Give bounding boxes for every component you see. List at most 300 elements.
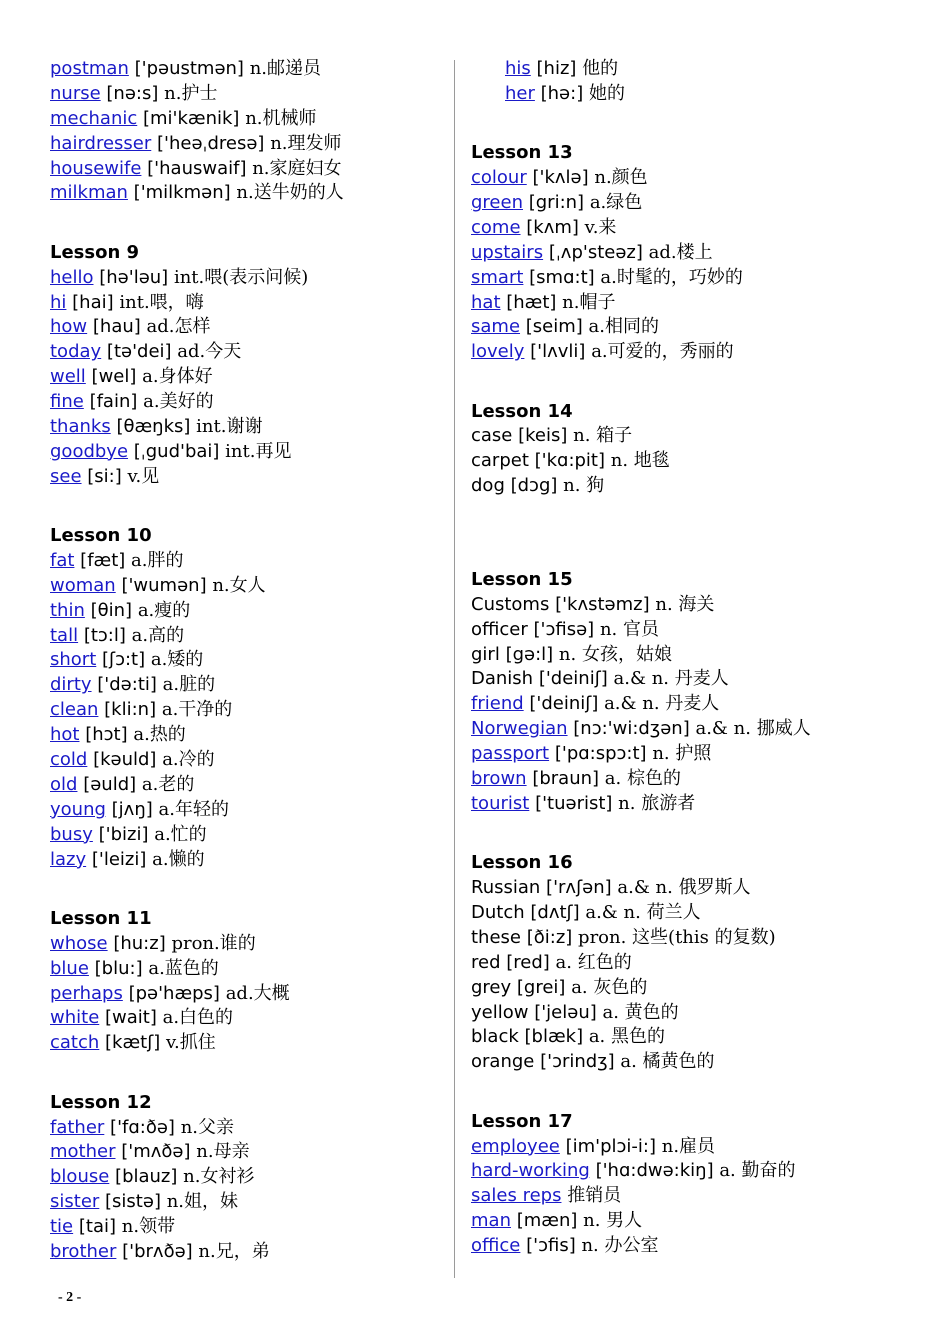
meaning: a.蓝色的: [148, 957, 219, 979]
meaning: n.兄，弟: [198, 1240, 270, 1262]
meaning: n.家庭妇女: [252, 157, 342, 179]
meaning: a.时髦的，巧妙的: [600, 266, 743, 288]
meaning: n. 旅游者: [618, 792, 696, 814]
phonetic-transcription: [hæt]: [506, 291, 557, 313]
vocab-entry: [471, 216, 931, 241]
meaning: n.姐，妹: [166, 1191, 239, 1213]
vocab-entry: [50, 773, 450, 798]
vocab-entry: [50, 723, 450, 748]
vocab-word-link[interactable]: goodbye: [50, 440, 129, 462]
vocab-word-link[interactable]: dirty: [50, 674, 92, 696]
vocab-word-link[interactable]: tall: [50, 624, 79, 646]
lesson-heading: Lesson 11: [50, 907, 152, 929]
vocab-word-link[interactable]: Norwegian: [471, 718, 568, 740]
vocab-entry: [50, 1006, 450, 1031]
phonetic-transcription: ['rʌʃən]: [546, 877, 612, 899]
vocab-entry: [50, 1116, 450, 1141]
vocab-entry: [471, 82, 931, 107]
phonetic-transcription: [dɔg]: [510, 475, 558, 497]
vocab-word-link[interactable]: how: [50, 316, 88, 338]
meaning: n.帽子: [562, 291, 616, 313]
phonetic-transcription: ['bizi]: [98, 823, 149, 845]
vocab-entry: [471, 191, 931, 216]
phonetic-transcription: [sistə]: [105, 1191, 161, 1213]
vocab-word-link[interactable]: man: [471, 1210, 511, 1232]
meaning: a. 灰色的: [571, 976, 648, 998]
left-column: [50, 57, 450, 1265]
meaning: int.再见: [225, 440, 292, 462]
meaning: n. 官员: [599, 618, 659, 640]
spacer: [471, 534, 931, 568]
meaning: n.护士: [164, 82, 218, 104]
vocab-entry: [471, 901, 931, 926]
phonetic-transcription: [ði:z]: [526, 926, 573, 948]
vocab-word-link[interactable]: thanks: [50, 415, 111, 437]
vocab-entry: [50, 315, 450, 340]
phonetic-transcription: [smɑ:t]: [529, 266, 595, 288]
vocab-word-link[interactable]: hairdresser: [50, 132, 152, 154]
vocab-entry: [50, 107, 450, 132]
vocab-word-link[interactable]: sales reps: [471, 1185, 562, 1207]
phonetic-transcription: ['deiniʃ]: [529, 693, 599, 715]
vocab-entry: [50, 823, 450, 848]
phonetic-transcription: ['kʌlə]: [532, 167, 589, 189]
vocab-word-link[interactable]: woman: [50, 574, 116, 596]
vocab-entry: [471, 474, 931, 499]
meaning: a.& n. 荷兰人: [585, 902, 701, 923]
vocab-word-link[interactable]: hello: [50, 266, 94, 288]
vocab-word-link[interactable]: hi: [50, 291, 67, 313]
vocab-entry: [471, 424, 931, 449]
meaning: n.雇员: [661, 1135, 716, 1157]
vocab-entry: [471, 1209, 931, 1234]
column-divider: [454, 60, 455, 1278]
meaning: 他的: [582, 58, 619, 79]
meaning: a. 黑色的: [588, 1026, 666, 1048]
phonetic-transcription: ['hɑ:dwə:kiŋ]: [595, 1160, 714, 1182]
vocab-entry: [471, 57, 931, 82]
vocab-entry: [50, 291, 450, 316]
meaning: a. 橘黄色的: [620, 1051, 715, 1073]
meaning: a. 黄色的: [602, 1001, 679, 1023]
meaning: a.& n. 挪威人: [695, 718, 811, 740]
meaning: a.& n. 俄罗斯人: [617, 877, 751, 899]
meaning: n.母亲: [196, 1141, 250, 1163]
vocab-entry: [50, 574, 450, 599]
meaning: v.抓住: [166, 1032, 216, 1054]
meaning: a.& n. 丹麦人: [604, 693, 720, 715]
meaning: a.白色的: [162, 1007, 234, 1029]
vocab-word: case: [471, 425, 513, 447]
vocab-entry: [50, 982, 450, 1007]
phonetic-transcription: ['heəˌdresə]: [157, 132, 265, 154]
vocab-entry: [471, 692, 931, 717]
phonetic-transcription: [əuld]: [83, 773, 137, 795]
vocab-entry: [50, 465, 450, 490]
vocab-word-link[interactable]: colour: [471, 167, 527, 189]
vocab-entry: [50, 599, 450, 624]
vocab-entry: [50, 1140, 450, 1165]
phonetic-transcription: ['lʌvli]: [530, 341, 586, 363]
phonetic-transcription: [red]: [506, 951, 550, 973]
vocab-word: grey: [471, 976, 512, 998]
vocab-entry: [471, 667, 931, 692]
vocab-word-link[interactable]: employee: [471, 1135, 560, 1157]
spacer: [50, 490, 450, 524]
phonetic-transcription: [seim]: [525, 316, 583, 338]
vocab-word-link[interactable]: nurse: [50, 82, 101, 104]
vocab-word-link[interactable]: today: [50, 341, 102, 363]
vocab-word-link[interactable]: see: [50, 465, 82, 487]
vocab-entry: [471, 1050, 931, 1075]
vocab-entry: [471, 449, 931, 474]
meaning: a.冷的: [162, 749, 215, 771]
vocab-word-link[interactable]: catch: [50, 1032, 100, 1054]
vocab-word-link[interactable]: blouse: [50, 1166, 110, 1188]
vocab-word-link[interactable]: passport: [471, 743, 550, 765]
lesson-heading: Lesson 12: [50, 1091, 152, 1113]
phonetic-transcription: [hɔt]: [85, 724, 128, 746]
vocab-word-link[interactable]: upstairs: [471, 241, 544, 263]
meaning: ad.今天: [177, 341, 242, 363]
vocab-word-link[interactable]: well: [50, 366, 86, 388]
vocab-word-link[interactable]: friend: [471, 693, 524, 715]
meaning: a.身体好: [142, 366, 213, 388]
meaning: a. 棕色的: [604, 768, 681, 790]
phonetic-transcription: ['fɑ:ðə]: [110, 1116, 175, 1138]
meaning: a.年轻的: [158, 798, 229, 820]
meaning: a. 红色的: [555, 951, 632, 973]
vocab-word-link[interactable]: postman: [50, 58, 129, 79]
meaning: a.胖的: [131, 549, 184, 571]
phonetic-transcription: [hə:]: [540, 82, 584, 104]
vocab-entry: [471, 876, 931, 901]
phonetic-transcription: ['ɔrindʒ]: [540, 1051, 615, 1073]
vocab-word-link[interactable]: housewife: [50, 157, 142, 179]
phonetic-transcription: [kli:n]: [104, 699, 157, 721]
page-number: - 2 -: [58, 1290, 82, 1305]
phonetic-transcription: [jʌŋ]: [111, 798, 153, 820]
meaning: a.高的: [131, 624, 185, 646]
vocab-word: dog: [471, 475, 505, 497]
vocab-word-link[interactable]: green: [471, 191, 523, 213]
lesson-heading: Lesson 14: [471, 400, 573, 422]
meaning: a.忙的: [154, 823, 207, 845]
phonetic-transcription: ['pɑ:spɔ:t]: [554, 743, 647, 765]
vocab-entry: [50, 415, 450, 440]
vocab-word-link[interactable]: hard-working: [471, 1160, 590, 1182]
meaning: a.脏的: [162, 674, 216, 696]
phonetic-transcription: [gə:l]: [505, 643, 554, 665]
vocab-entry: [50, 390, 450, 415]
vocab-entry: [471, 241, 931, 266]
meaning: n. 海关: [655, 593, 715, 615]
vocab-word: red: [471, 951, 501, 973]
lesson-heading: Lesson 13: [471, 142, 573, 164]
phonetic-transcription: [θin]: [90, 599, 133, 621]
vocab-word-link[interactable]: fine: [50, 391, 84, 413]
vocab-entry: [50, 748, 450, 773]
vocab-word-link[interactable]: old: [50, 773, 78, 795]
meaning: n. 箱子: [573, 425, 633, 447]
meaning: a.相同的: [588, 316, 659, 338]
phonetic-transcription: [kætʃ]: [105, 1032, 161, 1054]
phonetic-transcription: [dʌtʃ]: [530, 902, 580, 923]
meaning: a.瘦的: [137, 599, 191, 621]
meaning: pron.谁的: [171, 932, 256, 954]
meaning: 推销员: [567, 1185, 622, 1207]
phonetic-transcription: [tɔ:l]: [83, 624, 126, 646]
vocab-word-link[interactable]: lazy: [50, 848, 87, 870]
meaning: ad.楼上: [648, 241, 713, 263]
phonetic-transcription: [hu:z]: [113, 932, 166, 954]
vocab-entry: [50, 266, 450, 291]
meaning: a.热的: [133, 724, 186, 746]
phonetic-transcription: [keis]: [518, 425, 568, 447]
vocab-entry: [471, 767, 931, 792]
meaning: n.女人: [212, 574, 266, 596]
vocab-entry: [50, 932, 450, 957]
phonetic-transcription: ['deiniʃ]: [538, 668, 608, 690]
vocab-entry: [50, 1215, 450, 1240]
vocab-entry: [50, 132, 450, 157]
phonetic-transcription: [gri:n]: [528, 191, 585, 213]
vocab-word-link[interactable]: come: [471, 216, 521, 238]
vocab-entry: [471, 291, 931, 316]
phonetic-transcription: [blu:]: [94, 957, 143, 979]
phonetic-transcription: ['mʌðə]: [121, 1141, 191, 1163]
vocab-entry: [471, 1184, 931, 1209]
phonetic-transcription: [fæt]: [80, 549, 126, 571]
vocab-entry: [50, 698, 450, 723]
vocab-entry: [50, 57, 450, 82]
vocab-word-link[interactable]: sister: [50, 1191, 100, 1213]
meaning: a.美好的: [143, 391, 214, 413]
vocab-word: officer: [471, 618, 528, 640]
phonetic-transcription: [si:]: [87, 465, 122, 487]
vocab-word-link[interactable]: same: [471, 316, 521, 338]
spacer: [471, 107, 931, 141]
vocab-entry: [471, 166, 931, 191]
meaning: v.来: [584, 216, 617, 238]
vocab-word-link[interactable]: his: [505, 58, 531, 79]
phonetic-transcription: [im'plɔi-i:]: [565, 1135, 656, 1157]
phonetic-transcription: [kʌm]: [526, 216, 579, 238]
vocab-word-link[interactable]: busy: [50, 823, 93, 845]
vocab-word: these: [471, 926, 521, 948]
vocab-entry: [50, 82, 450, 107]
meaning: n.父亲: [180, 1116, 235, 1138]
phonetic-transcription: [fain]: [89, 391, 138, 413]
vocab-entry: [471, 951, 931, 976]
vocab-word: carpet: [471, 450, 529, 472]
spacer: [50, 206, 450, 240]
phonetic-transcription: [wel]: [91, 366, 137, 388]
phonetic-transcription: [hai]: [72, 291, 114, 313]
vocab-word-link[interactable]: office: [471, 1235, 521, 1257]
vocab-word-link[interactable]: mother: [50, 1141, 116, 1163]
phonetic-transcription: [wait]: [105, 1007, 157, 1029]
meaning: n.送牛奶的人: [236, 182, 344, 204]
phonetic-transcription: [nə:s]: [106, 82, 159, 104]
phonetic-transcription: ['ɔfisə]: [533, 618, 595, 640]
meaning: n.女衬衫: [183, 1166, 255, 1188]
meaning: n.颜色: [594, 167, 648, 189]
meaning: n. 男人: [583, 1210, 643, 1232]
meaning: n. 狗: [563, 475, 605, 497]
vocab-word-link[interactable]: brown: [471, 768, 527, 790]
meaning: n.邮递员: [249, 58, 322, 79]
vocab-entry: [471, 926, 931, 951]
spacer: [471, 1075, 931, 1109]
vocab-word-link[interactable]: blue: [50, 957, 89, 979]
meaning: a.绿色: [589, 191, 643, 213]
lesson-heading: Lesson 17: [471, 1110, 573, 1132]
phonetic-transcription: ['tuərist]: [535, 792, 613, 814]
vocab-word: Dutch: [471, 902, 525, 923]
phonetic-transcription: [θæŋks]: [116, 415, 191, 437]
vocab-entry: [471, 340, 931, 365]
vocab-word-link[interactable]: tie: [50, 1216, 74, 1238]
meaning: int.喂，嗨: [119, 291, 204, 313]
phonetic-transcription: ['milkmən]: [133, 182, 231, 204]
meaning: n. 女孩，姑娘: [558, 643, 672, 665]
vocab-word: orange: [471, 1051, 535, 1073]
meaning: n.理发师: [270, 132, 342, 154]
vocab-entry: [50, 648, 450, 673]
vocab-entry: [50, 798, 450, 823]
vocab-entry: [471, 1001, 931, 1026]
vocab-entry: [471, 643, 931, 668]
spacer: [50, 1056, 450, 1090]
vocab-word-link[interactable]: young: [50, 798, 106, 820]
vocab-entry: [50, 1165, 450, 1190]
phonetic-transcription: ['də:ti]: [97, 674, 157, 696]
vocab-entry: [50, 1240, 450, 1265]
phonetic-transcription: ['pəustmən]: [134, 58, 244, 79]
meaning: a. 勤奋的: [719, 1160, 796, 1182]
vocab-entry: [50, 673, 450, 698]
phonetic-transcription: ['wumən]: [121, 574, 207, 596]
vocab-entry: [50, 549, 450, 574]
vocab-entry: [50, 957, 450, 982]
meaning: int.喂(表示问候): [173, 266, 309, 288]
phonetic-transcription: [ˌʌp'steəz]: [548, 241, 643, 263]
vocab-word-link[interactable]: lovely: [471, 341, 525, 363]
spacer: [471, 499, 931, 533]
phonetic-transcription: [tai]: [78, 1216, 117, 1238]
vocab-entry: [471, 742, 931, 767]
vocab-word-link[interactable]: milkman: [50, 182, 128, 204]
phonetic-transcription: [ʃɔ:t]: [102, 649, 146, 671]
vocab-entry: [471, 618, 931, 643]
phonetic-transcription: ['brʌðə]: [122, 1240, 193, 1262]
vocab-entry: [50, 1190, 450, 1215]
phonetic-transcription: ['jeləu]: [534, 1001, 597, 1023]
phonetic-transcription: [hau]: [92, 316, 141, 338]
meaning: ad.大概: [225, 982, 290, 1004]
vocab-word-link[interactable]: hot: [50, 724, 80, 746]
phonetic-transcription: ['ɔfis]: [526, 1235, 576, 1257]
spacer: [471, 365, 931, 399]
vocab-entry: [471, 792, 931, 817]
spacer: [471, 817, 931, 851]
lesson-heading: Lesson 15: [471, 568, 573, 590]
vocab-word: Customs: [471, 593, 550, 615]
meaning: a.& n. 丹麦人: [613, 668, 729, 690]
vocab-entry: [50, 181, 450, 206]
vocab-word-link[interactable]: smart: [471, 266, 524, 288]
vocab-entry: [471, 1135, 931, 1160]
vocab-entry: [471, 1159, 931, 1184]
vocab-entry: [50, 340, 450, 365]
meaning: a.老的: [141, 773, 195, 795]
phonetic-transcription: [blauz]: [115, 1166, 178, 1188]
vocab-word-link[interactable]: perhaps: [50, 982, 123, 1004]
spacer: [50, 873, 450, 907]
phonetic-transcription: [grei]: [516, 976, 566, 998]
vocab-word-link[interactable]: tourist: [471, 792, 530, 814]
vocab-word-link[interactable]: fat: [50, 549, 75, 571]
phonetic-transcription: [hə'ləu]: [99, 266, 169, 288]
vocab-entry: [50, 365, 450, 390]
vocab-word-link[interactable]: cold: [50, 749, 88, 771]
vocab-word: girl: [471, 643, 500, 665]
vocab-word: yellow: [471, 1001, 529, 1023]
meaning: ad.怎样: [146, 316, 211, 338]
meaning: 她的: [588, 82, 625, 104]
vocab-word: Russian: [471, 877, 541, 899]
meaning: n.领带: [121, 1216, 176, 1238]
vocab-word-link[interactable]: father: [50, 1116, 105, 1138]
vocab-entry: [471, 717, 931, 742]
meaning: a.矮的: [150, 649, 204, 671]
vocab-word-link[interactable]: her: [505, 82, 535, 104]
phonetic-transcription: [braun]: [532, 768, 600, 790]
phonetic-transcription: [kəuld]: [93, 749, 157, 771]
lesson-heading: Lesson 16: [471, 852, 573, 874]
vocab-entry: [50, 440, 450, 465]
phonetic-transcription: [hiz]: [536, 58, 577, 79]
vocab-entry: [50, 1031, 450, 1056]
lesson-heading: Lesson 9: [50, 241, 140, 263]
vocab-entry: [50, 157, 450, 182]
phonetic-transcription: ['leizi]: [91, 848, 147, 870]
vocab-entry: [471, 1025, 931, 1050]
phonetic-transcription: ['kʌstəmz]: [555, 593, 650, 615]
phonetic-transcription: [nɔ:'wi:dʒən]: [573, 718, 690, 740]
phonetic-transcription: ['kɑ:pit]: [534, 450, 606, 472]
vocab-word-link[interactable]: mechanic: [50, 107, 138, 129]
phonetic-transcription: [mi'kænik]: [142, 107, 240, 129]
vocab-word-link[interactable]: brother: [50, 1240, 117, 1262]
vocab-word-link[interactable]: whose: [50, 932, 108, 954]
vocab-entry: [471, 1234, 931, 1259]
meaning: a.可爱的，秀丽的: [591, 341, 734, 363]
vocab-entry: [471, 315, 931, 340]
meaning: n. 办公室: [581, 1235, 659, 1257]
vocab-word-link[interactable]: hat: [471, 291, 501, 313]
meaning: a.懒的: [152, 848, 205, 870]
vocab-word: black: [471, 1026, 519, 1048]
vocab-word-link[interactable]: short: [50, 649, 97, 671]
meaning: a.干净的: [161, 699, 233, 721]
vocab-word-link[interactable]: white: [50, 1007, 100, 1029]
meaning: n. 护照: [652, 743, 712, 765]
vocab-word-link[interactable]: clean: [50, 699, 99, 721]
vocab-word-link[interactable]: thin: [50, 599, 85, 621]
vocab-word: Danish: [471, 668, 534, 690]
